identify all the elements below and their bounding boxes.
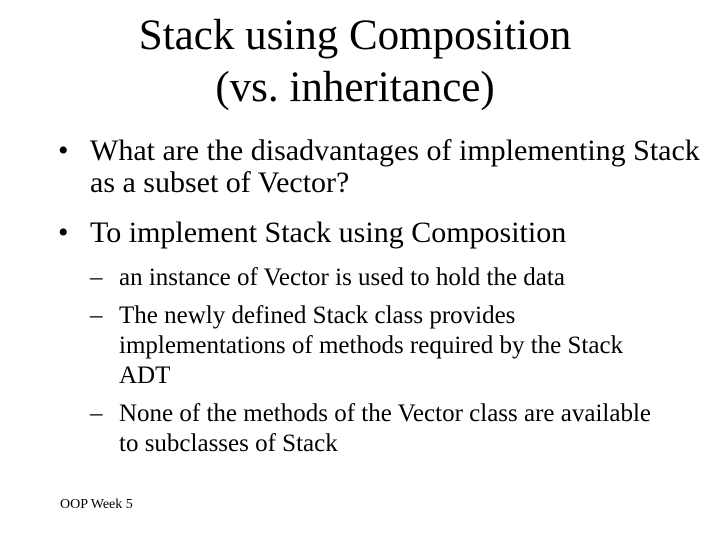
bullet-marker: • [58,134,69,167]
slide-title [0,10,710,114]
sub-bullet-list [0,263,720,459]
sub-bullet-marker: – [90,400,103,427]
slide-footer: OOP Week 5 [60,497,133,512]
title-line-2: (vs. inheritance) [215,64,495,111]
bullet-text: What are the disadvantages of implementing Stack as a subset of Vector? [90,134,700,199]
bullet-list [0,135,720,467]
sub-bullet-item [0,301,659,391]
sub-bullet-text: an instance of Vector is used to hold the data [119,264,565,291]
bullet-text: To implement Stack using Composition [90,216,567,249]
title-line-1: Stack using Composition [138,12,572,59]
sub-bullet-marker: – [90,302,103,329]
sub-bullet-text: None of the methods of the Vector class are available to subclasses of Stack [119,400,651,457]
bullet-marker: • [58,216,69,249]
sub-bullet-item [0,263,659,293]
bullet-item [0,217,700,249]
sub-bullet-text: The newly defined Stack class provides implementations of methods required by the Stack ADT [119,302,624,389]
bullet-item [0,135,700,199]
sub-bullet-item [0,399,659,459]
sub-bullet-marker: – [90,264,103,291]
